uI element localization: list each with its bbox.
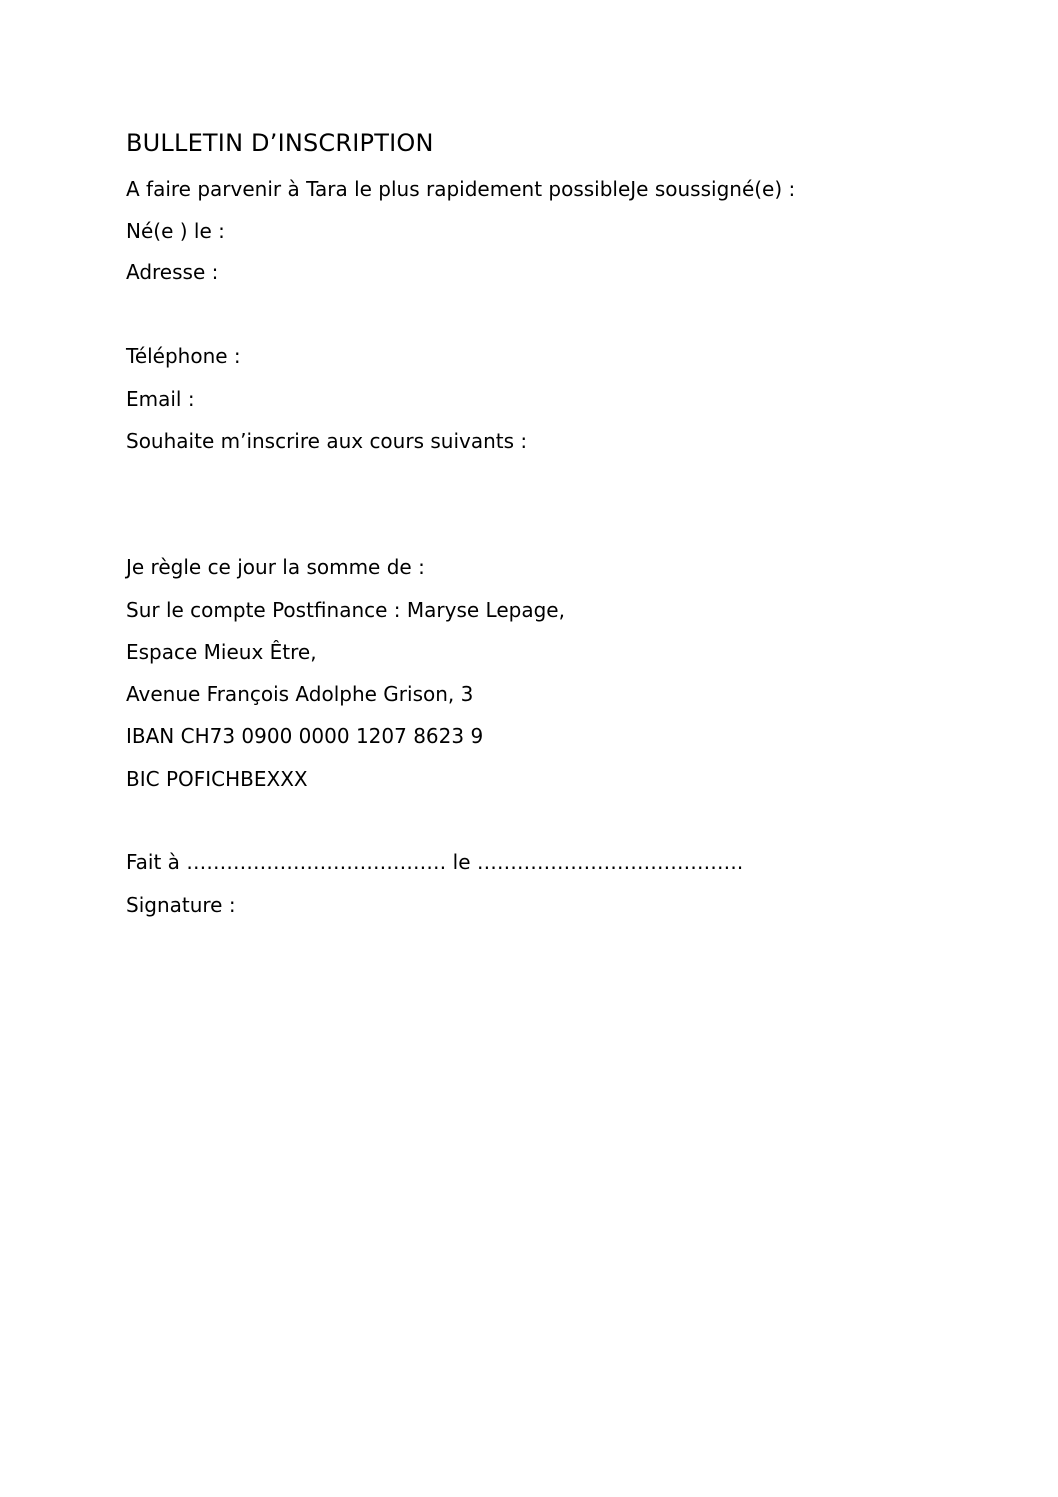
form-title: BULLETIN D’INSCRIPTION	[126, 129, 434, 157]
intro-line: A faire parvenir à Tara le plus rapidement possibleJe soussigné(e) :	[126, 177, 796, 201]
place-date-line: Fait à ………………………………… le ………………………………….	[126, 850, 744, 874]
iban-line: IBAN CH73 0900 0000 1207 8623 9	[126, 724, 484, 748]
account-name: Espace Mieux Être,	[126, 640, 317, 664]
birth-label: Né(e ) le :	[126, 219, 225, 243]
phone-label: Téléphone :	[126, 344, 241, 368]
payment-label: Je règle ce jour la somme de :	[126, 555, 425, 579]
account-line: Sur le compte Postfinance : Maryse Lepage,	[126, 598, 565, 622]
address-label: Adresse :	[126, 260, 219, 284]
courses-label: Souhaite m’inscrire aux cours suivants :	[126, 429, 528, 453]
signature-label: Signature :	[126, 893, 236, 917]
account-address: Avenue François Adolphe Grison, 3	[126, 682, 474, 706]
bic-line: BIC POFICHBEXXX	[126, 767, 308, 791]
email-label: Email :	[126, 387, 195, 411]
